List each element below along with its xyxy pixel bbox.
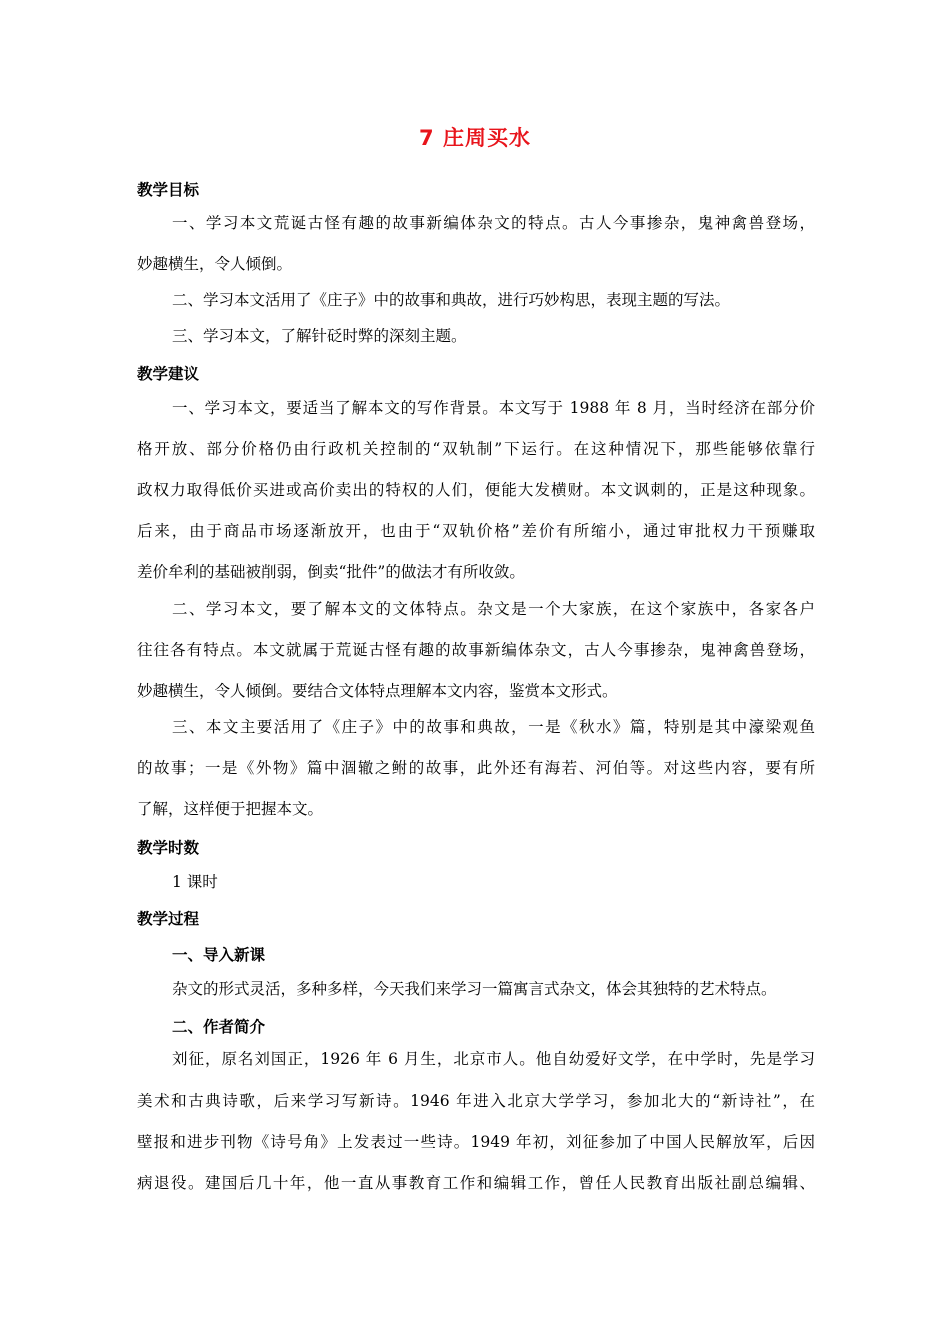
intro-heading: 一、导入新课: [172, 946, 266, 964]
goals-line-4: 三、学习本文，了解针砭时弊的深刻主题。: [172, 327, 467, 345]
suggest-line-10: 的故事；一是《外物》篇中涸辙之鲋的故事，此外还有海若、河伯等。对这些内容，要有所: [137, 759, 815, 777]
author-line-2: 美术和古典诗歌，后来学习写新诗。1946 年进入北京大学学习，参加北大的“新诗社”，在: [137, 1092, 815, 1110]
hours-heading: 教学时数: [137, 839, 200, 857]
goals-line-2: 妙趣横生，令人倾倒。: [137, 255, 293, 273]
suggest-line-2: 格开放、部分价格仍由行政机关控制的“双轨制”下运行。在这种情况下，那些能够依靠行: [137, 440, 815, 458]
author-line-1: 刘征，原名刘国正，1926 年 6 月生，北京市人。他自幼爱好文学，在中学时，先是学习: [172, 1050, 815, 1068]
page-title: 7 庄周买水: [419, 126, 531, 150]
process-heading: 教学过程: [137, 910, 200, 928]
author-line-3: 壁报和进步刊物《诗号角》上发表过一些诗。1949 年初，刘征参加了中国人民解放军，后因: [137, 1133, 815, 1151]
goals-line-3: 二、学习本文活用了《庄子》中的故事和典故，进行巧妙构思，表现主题的写法。: [172, 291, 731, 309]
suggest-line-6: 二、学习本文，要了解本文的文体特点。杂文是一个大家族，在这个家族中，各家各户: [172, 600, 815, 618]
suggest-line-11: 了解，这样便于把握本文。: [137, 800, 324, 818]
author-heading: 二、作者简介: [172, 1018, 266, 1036]
suggest-line-9: 三、本文主要活用了《庄子》中的故事和典故，一是《秋水》篇，特别是其中濠梁观鱼: [172, 718, 815, 736]
intro-text: 杂文的形式灵活，多种多样，今天我们来学习一篇寓言式杂文，体会其独特的艺术特点。: [172, 980, 777, 998]
goals-line-1: 一、学习本文荒诞古怪有趣的故事新编体杂文的特点。古人今事掺杂，鬼神禽兽登场，: [172, 214, 815, 232]
hours-text: 1 课时: [172, 873, 218, 891]
suggest-line-7: 往往各有特点。本文就属于荒诞古怪有趣的故事新编体杂文，古人今事掺杂，鬼神禽兽登场，: [137, 641, 815, 659]
suggest-line-3: 政权力取得低价买进或高价卖出的特权的人们，便能大发横财。本文讽刺的，正是这种现象。: [137, 481, 815, 499]
suggest-line-1: 一、学习本文，要适当了解本文的写作背景。本文写于 1988 年 8 月，当时经济在部分价: [172, 399, 815, 417]
suggest-heading: 教学建议: [137, 365, 200, 383]
author-line-4: 病退役。建国后几十年，他一直从事教育工作和编辑工作，曾任人民教育出版社副总编辑、: [137, 1174, 815, 1192]
goals-heading: 教学目标: [137, 181, 200, 199]
suggest-line-5: 差价牟利的基础被削弱，倒卖“批件”的做法才有所收敛。: [137, 563, 525, 581]
suggest-line-4: 后来，由于商品市场逐渐放开，也由于“双轨价格”差价有所缩小，通过审批权力干预赚取: [137, 522, 815, 540]
suggest-line-8: 妙趣横生，令人倾倒。要结合文体特点理解本文内容，鉴赏本文形式。: [137, 682, 618, 700]
